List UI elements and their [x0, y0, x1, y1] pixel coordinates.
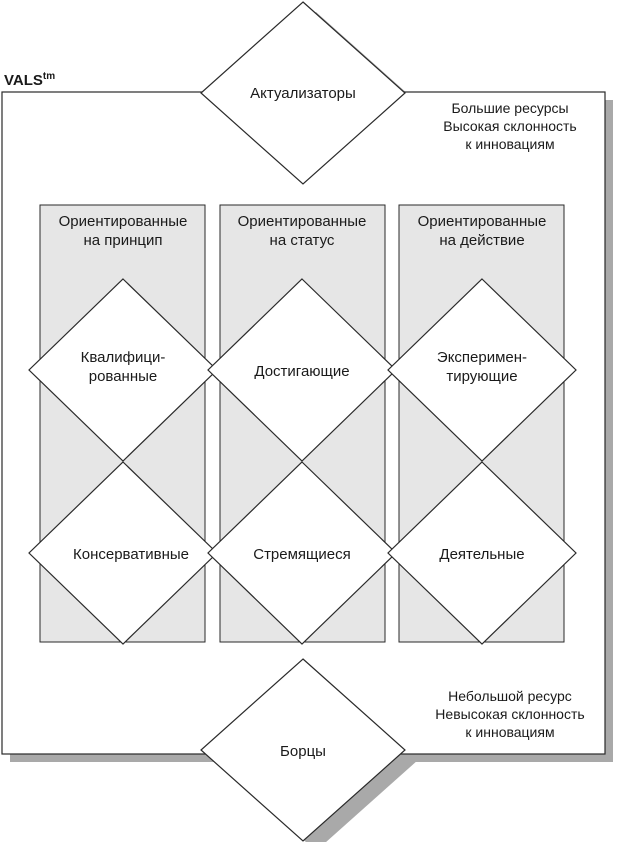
bottom-note-line-1: Небольшой ресурс — [448, 688, 572, 704]
label-makers: Деятельные — [439, 546, 525, 563]
label-experimenters: Эксперимен- — [436, 349, 528, 366]
bottom-note-line-3: к инновациям — [465, 724, 555, 740]
top-note-line-3: к инновациям — [465, 136, 555, 152]
label-achievers: Достигающие — [254, 363, 350, 380]
column-header-action: Ориентированные — [417, 213, 547, 230]
column-header-principle-2: на принцип — [83, 232, 163, 249]
top-node-label: Актуализаторы — [250, 85, 356, 102]
top-note-line-2: Высокая склонность — [443, 118, 577, 134]
top-note-line-1: Большие ресурсы — [451, 100, 569, 116]
bottom-note-line-2: Невысокая склонность — [435, 706, 585, 722]
label-strivers: Стремящиеся — [253, 546, 351, 563]
label-qualified: Квалифици- — [80, 349, 166, 366]
column-header-principle: Ориентированные — [58, 213, 188, 230]
label-conservatives: Консервативные — [73, 546, 189, 563]
column-header-action-2: на действие — [439, 232, 525, 249]
column-header-status: Ориентированные — [237, 213, 367, 230]
label-experimenters-2: тирующие — [446, 368, 518, 385]
label-qualified-2: рованные — [88, 368, 158, 385]
column-header-status-2: на статус — [269, 232, 335, 249]
bottom-node-label: Борцы — [280, 743, 326, 760]
vals-label: $VALS^{tm}$ — [4, 71, 56, 89]
